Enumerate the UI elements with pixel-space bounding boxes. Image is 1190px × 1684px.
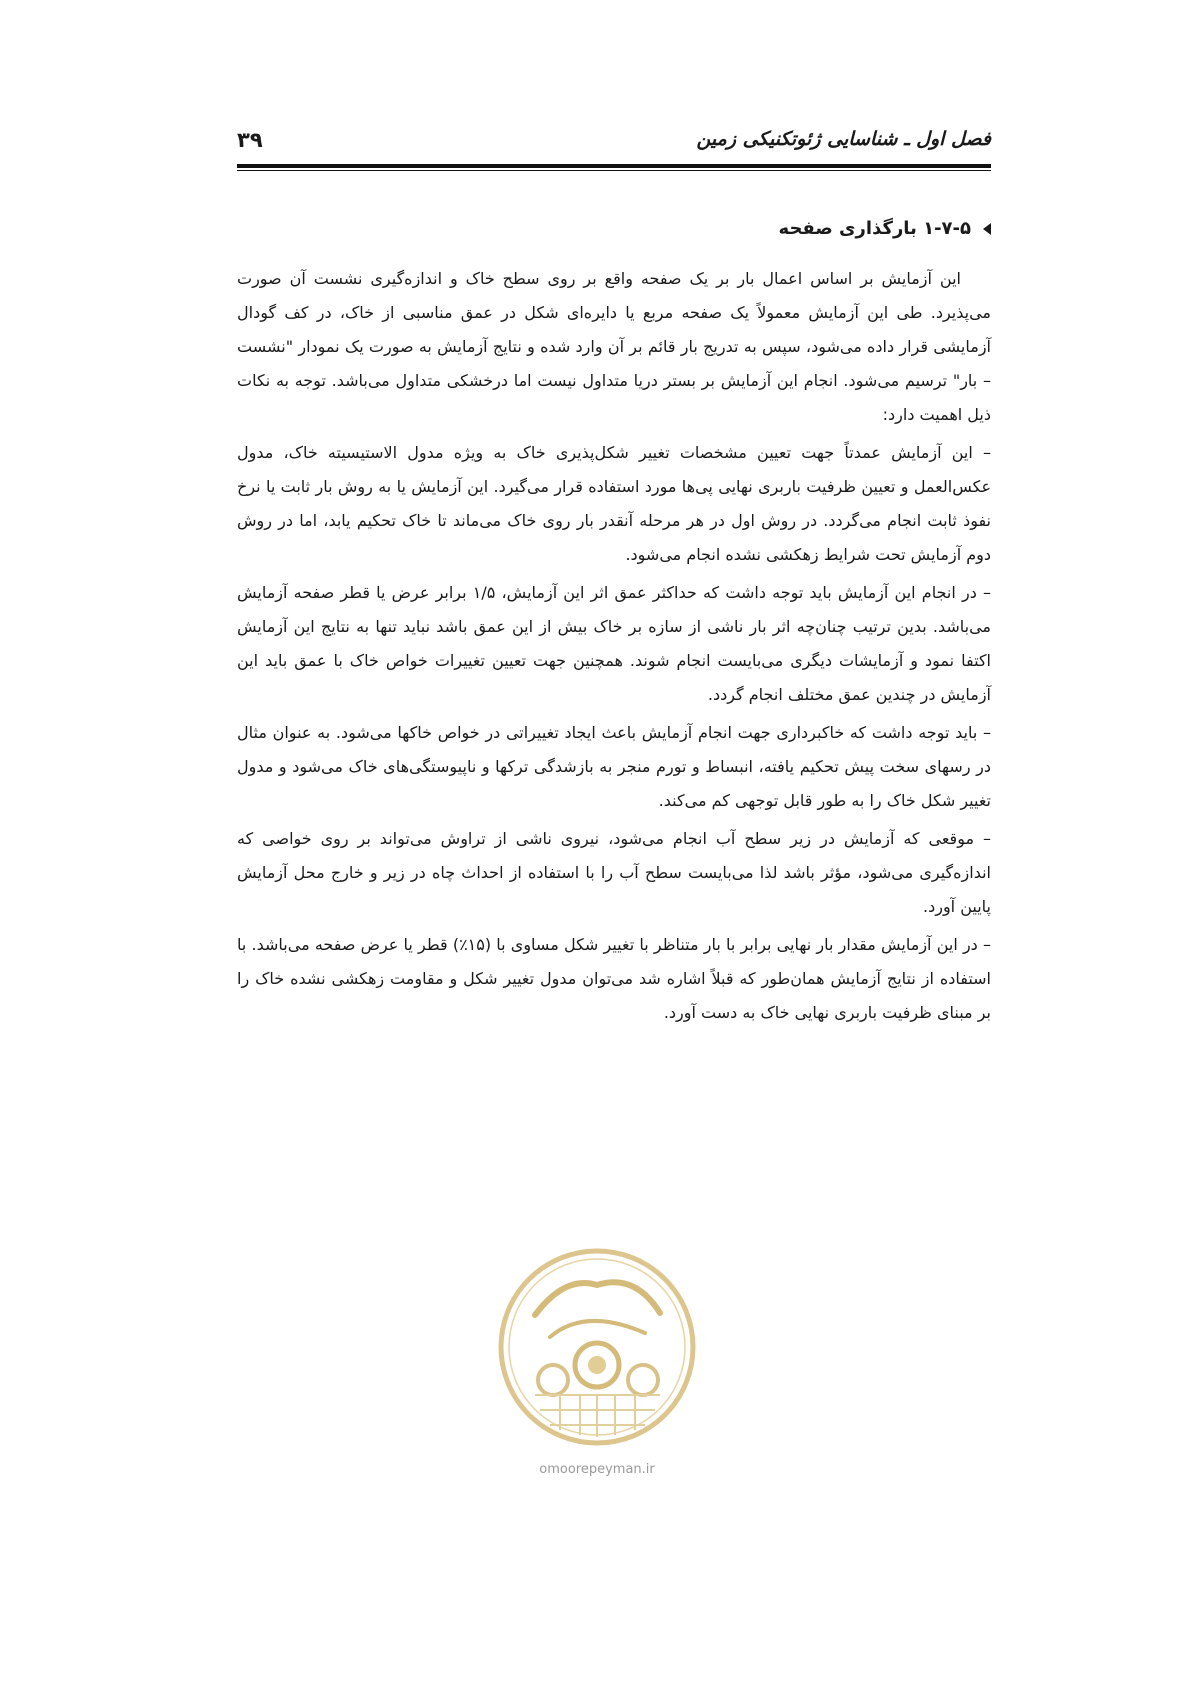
header-rule-thick [237, 164, 991, 168]
section-heading-text: ۱-۷-۵ بارگذاری صفحه [778, 218, 971, 239]
watermark-url: omoorepeyman.ir [539, 1462, 655, 1477]
page-number: ۳۹ [237, 128, 263, 152]
section-heading [779, 218, 991, 239]
running-head: فصل اول ـ شناسایی ژئوتکنیکی زمین [696, 128, 991, 150]
bullet-triangle-icon [983, 223, 991, 235]
paragraph-point: – در انجام این آزمایش باید توجه داشت که حداکثر عمق اثر این آزمایش، ۱/۵ برابر عرض یا قطر صفحه آزمایش می‌باشد. بدین ترتیب چنان‌چه اثر بار ناشی از سازه بر خاک بیش از این عمق باشد نباید تنها به نتایج این آزمایش اکتفا نمود و آزمایشات دیگری می‌بایست انجام شوند. همچنین جهت تعیین تغییرات خواص خاک با عمق باید این آزمایش در چندین عمق مختلف انجام گردد. [237, 583, 991, 704]
body-text [237, 262, 991, 1034]
paragraph-intro: این آزمایش بر اساس اعمال بار بر یک صفحه واقع بر روی سطح خاک و اندازه‌گیری نشست آن صورت می‌پذیرد. طی این آزمایش معمولاً یک صفحه مربع یا دایره‌ای شکل در عمق مناسبی از خاک، در کف گودال آزمایشی قرار داده می‌شود، سپس به تدریج بار قائم بر آن وارد شده و نتایج آزمایش به صورت یک نمودار "نشست – بار" ترسیم می‌شود. انجام این آزمایش بر بستر دریا متداول نیست اما درخشکی متداول می‌باشد. توجه به نکات ذیل اهمیت دارد: [237, 269, 991, 424]
header-rule-thin [237, 170, 991, 171]
paragraph-point: – این آزمایش عمدتاً جهت تعیین مشخصات تغییر شکل‌پذیری خاک به ویژه مدول الاستیسیته خاک، مدول عکس‌العمل و تعیین ظرفیت باربری نهایی پی‌ها مورد استفاده قرار می‌گیرد. این آزمایش یا به روش بار ثابت یا نرخ نفوذ ثابت انجام می‌گردد. در روش اول در هر مرحله آنقدر بار روی خاک می‌ماند تا خاک تحکیم یابد، اما در روش دوم آزمایش تحت شرایط زهکشی نشده انجام می‌شود. [237, 443, 991, 564]
page-header [237, 128, 991, 158]
watermark-logo [495, 1245, 700, 1450]
paragraph-point: – موقعی که آزمایش در زیر سطح آب انجام می‌شود، نیروی ناشی از تراوش می‌تواند بر روی خواصی که اندازه‌گیری می‌شود، مؤثر باشد لذا می‌بایست سطح آب را با استفاده از احداث چاه در زیر و خارج محل آزمایش پایین آورد. [237, 829, 991, 916]
paragraph-point: – باید توجه داشت که خاکبرداری جهت انجام آزمایش باعث ایجاد تغییراتی در خواص خاکها می‌شود. به عنوان مثال در رسهای سخت پیش تحکیم یافته، انبساط و تورم منجر به بازشدگی ترکها و ناپیوستگی‌های خاک می‌شود و مدول تغییر شکل خاک را به طور قابل توجهی کم می‌کند. [237, 723, 991, 810]
paragraph-point: – در این آزمایش مقدار بار نهایی برابر با بار متناظر با تغییر شکل مساوی با (۱۵٪) قطر یا عرض صفحه می‌باشد. با استفاده از نتایج آزمایش همان‌طور که قبلاً اشاره شد می‌توان مدول تغییر شکل و مقاومت زهکشی نشده خاک را بر مبنای ظرفیت باربری نهایی خاک به دست آورد. [237, 935, 991, 1022]
